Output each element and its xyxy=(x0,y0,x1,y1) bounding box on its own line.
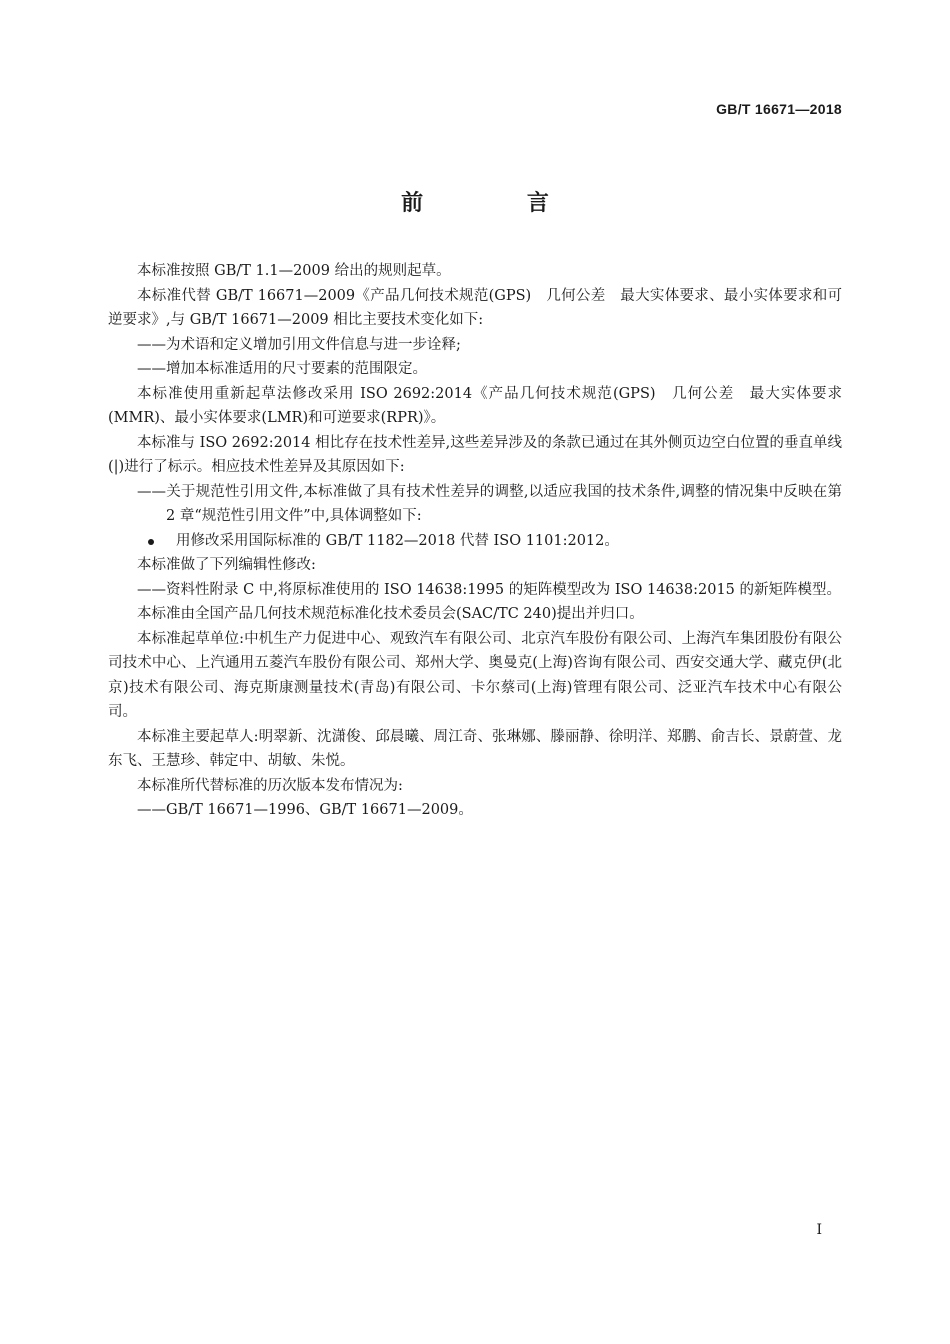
standard-code: GB/T 16671—2018 xyxy=(716,101,842,117)
page-title: 前 言 xyxy=(401,191,597,216)
paragraph: 本标准按照 GB/T 1.1—2009 给出的规则起草。 xyxy=(137,263,451,279)
document-body xyxy=(108,259,842,823)
paragraph: 本标准所代替标准的历次版本发布情况为: xyxy=(137,777,403,794)
dash-list-item: ——资料性附录 C 中,将原标准使用的 ISO 14638:1995 的矩阵模型改为 ISO 14638:2015 的新矩阵模型。 xyxy=(137,581,841,598)
paragraph: 本标准由全国产品几何技术规范标准化技术委员会(SAC/TC 240)提出并归口。 xyxy=(137,606,644,622)
page-number: I xyxy=(816,1222,822,1238)
paragraph: 本标准与 ISO 2692:2014 相比存在技术性差异,这些差异涉及的条款已通过在其外侧页边空白位置的垂直单线(|)进行了标示。相应技术性差异及其原因如下: xyxy=(108,434,842,475)
paragraph: 本标准代替 GB/T 16671—2009《产品几何技术规范(GPS) 几何公差 最大实体要求、最小实体要求和可逆要求》,与 GB/T 16671—2009 相比主要技术变化如下: xyxy=(108,287,842,328)
paragraph: 本标准起草单位:中机生产力促进中心、观致汽车有限公司、北京汽车股份有限公司、上海汽车集团股份有限公司技术中心、上汽通用五菱汽车股份有限公司、郑州大学、奥曼克(上海)咨询有限公司、西安交通大学、藏克伊(北京)技术有限公司、海克斯康测量技术(青岛)有限公司、卡尔蔡司(上海)管理有限公司、泛亚汽车技术中心有限公司。 xyxy=(108,630,842,720)
paragraph: 本标准主要起草人:明翠新、沈潇俊、邱晨曦、周江奇、张琳娜、滕丽静、徐明洋、郑鹏、俞吉长、景蔚萱、龙东飞、王慧珍、韩定中、胡敏、朱悦。 xyxy=(108,728,842,769)
paragraph: 本标准做了下列编辑性修改: xyxy=(137,557,316,573)
dash-list-item: ——GB/T 16671—1996、GB/T 16671—2009。 xyxy=(137,802,473,818)
dash-list-item: ——增加本标准适用的尺寸要素的范围限定。 xyxy=(137,361,427,377)
dash-list-item: ——关于规范性引用文件,本标准做了具有技术性差异的调整,以适应我国的技术条件,调整的情况集中反映在第 2 章“规范性引用文件”中,具体调整如下: xyxy=(137,483,842,524)
dash-list-item: ——为术语和定义增加引用文件信息与进一步诠释; xyxy=(137,336,461,353)
paragraph: 本标准使用重新起草法修改采用 ISO 2692:2014《产品几何技术规范(GPS) 几何公差 最大实体要求(MMR)、最小实体要求(LMR)和可逆要求(RPR)》。 xyxy=(108,385,842,426)
bullet-list-item xyxy=(108,529,842,554)
bullet-text: 用修改采用国际标准的 GB/T 1182—2018 代替 ISO 1101:2012。 xyxy=(176,532,619,549)
bullet-icon xyxy=(148,539,154,545)
